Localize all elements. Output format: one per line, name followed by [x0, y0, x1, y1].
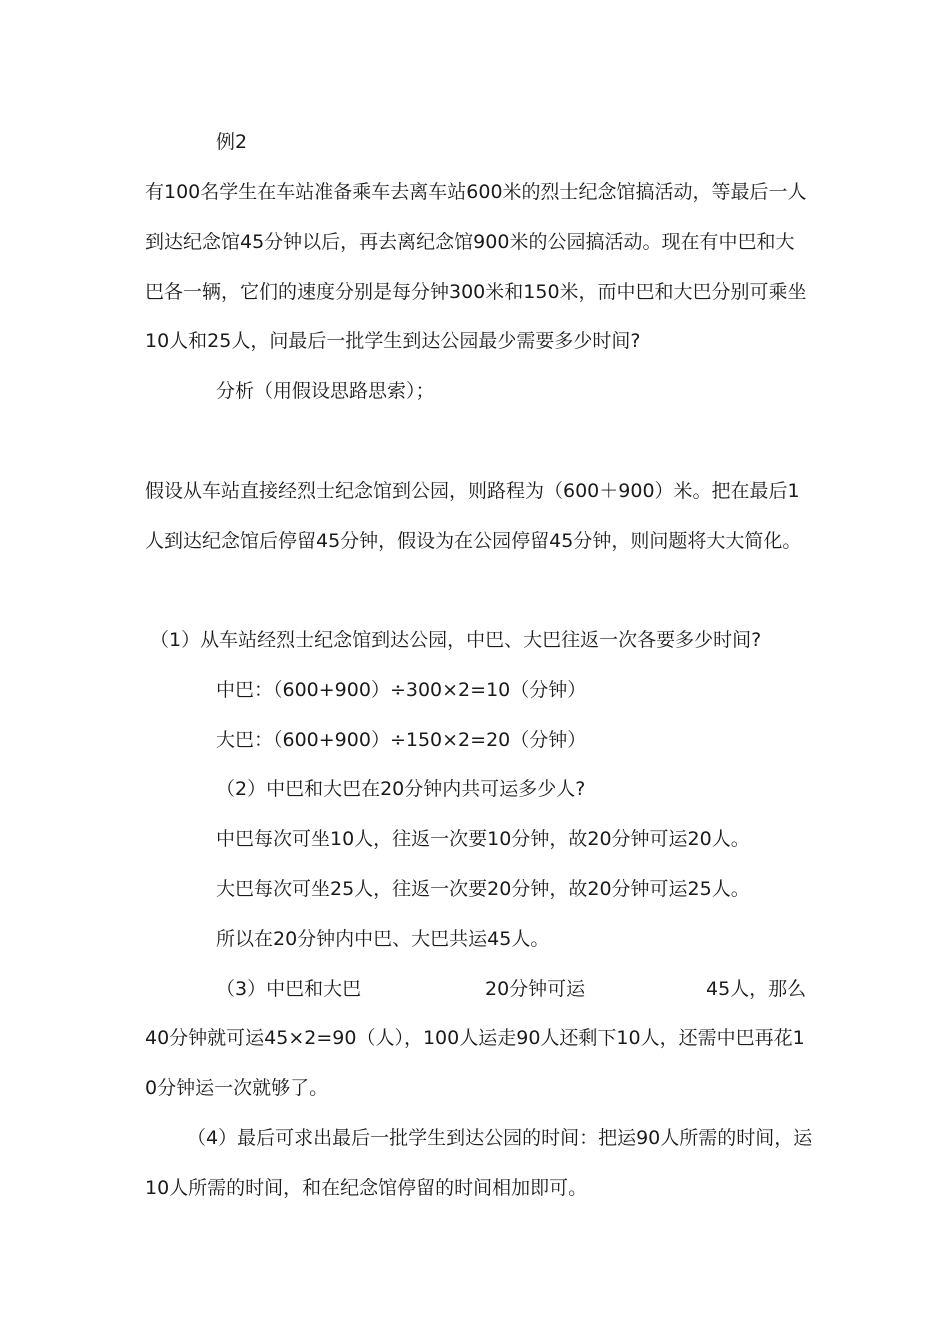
step3-line-2: 40分钟就可运45×2=90（人），100人运走90人还剩下10人，还需中巴再花1 — [145, 1027, 805, 1049]
example-title: 例2 — [216, 131, 248, 153]
assumption-line-1: 假设从车站直接经烈士纪念馆到公园，则路程为（600＋900）米。把在最后1 — [145, 480, 800, 502]
problem-line-3: 巴各一辆，它们的速度分别是每分钟300米和150米，而中巴和大巴分别可乘坐 — [145, 281, 807, 303]
analysis-heading: 分析（用假设思路思索）； — [216, 380, 435, 402]
problem-line-1: 有100名学生在车站准备乘车去离车站600米的烈士纪念馆搞活动，等最后一人 — [145, 181, 807, 203]
step2-bus: 大巴每次可坐25人，往返一次要20分钟，故20分钟可运25人。 — [216, 878, 750, 900]
assumption-line-2: 人到达纪念馆后停留45分钟，假设为在公园停留45分钟，则问题将大大简化。 — [145, 530, 802, 552]
step2-minibus: 中巴每次可坐10人，往返一次要10分钟，故20分钟可运20人。 — [216, 828, 750, 850]
step4-line-1: （4）最后可求出最后一批学生到达公园的时间：把运90人所需的时间，运 — [187, 1127, 813, 1149]
problem-line-4: 10人和25人，问最后一批学生到达公园最少需要多少时间? — [145, 330, 641, 352]
step4-line-2: 10人所需的时间，和在纪念馆停留的时间相加即可。 — [145, 1177, 588, 1199]
step3-part-c: 45人，那么 — [706, 978, 807, 1000]
problem-line-2: 到达纪念馆45分钟以后，再去离纪念馆900米的公园搞活动。现在有中巴和大 — [145, 231, 795, 253]
step1-minibus: 中巴：（600+900）÷300×2=10（分钟） — [216, 679, 587, 701]
step3-line-3: 0分钟运一次就够了。 — [145, 1077, 329, 1099]
step1-question: （1）从车站经烈士纪念馆到达公园，中巴、大巴往返一次各要多少时间? — [150, 629, 762, 651]
step3-part-b: 20分钟可运 — [485, 978, 586, 1000]
step2-question: （2）中巴和大巴在20分钟内共可运多少人? — [216, 778, 586, 800]
step3-part-a: （3）中巴和大巴 — [216, 978, 362, 1000]
step1-bus: 大巴：（600+900）÷150×2=20（分钟） — [216, 729, 587, 751]
step2-total: 所以在20分钟内中巴、大巴共运45人。 — [216, 928, 550, 950]
